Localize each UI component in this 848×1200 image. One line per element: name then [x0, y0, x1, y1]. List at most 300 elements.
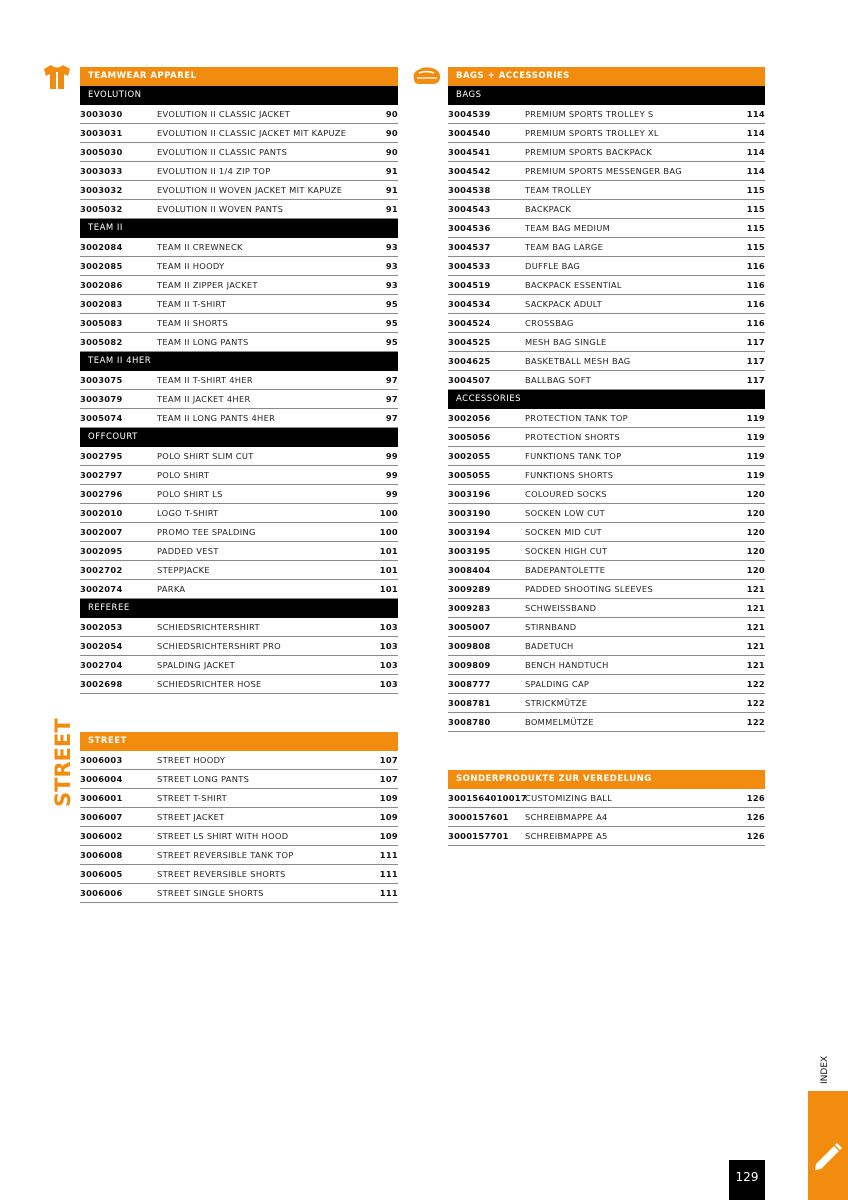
- item-page: 91: [385, 166, 398, 176]
- item-name: STREET HOODY: [157, 755, 226, 765]
- item-code: 3004542: [448, 166, 491, 176]
- item-page: 100: [379, 527, 398, 537]
- table-row: [80, 181, 398, 200]
- index-label: INDEX: [820, 1055, 830, 1084]
- table-row: [80, 200, 398, 219]
- item-name: TEAM II LONG PANTS: [157, 337, 249, 347]
- item-name: STIRNBAND: [525, 622, 577, 632]
- bags-column: [448, 67, 765, 732]
- table-row: [80, 162, 398, 181]
- table-row: [80, 637, 398, 656]
- item-name: TEAM BAG MEDIUM: [525, 223, 611, 233]
- item-page: 91: [385, 204, 398, 214]
- item-name: SPALDING JACKET: [157, 660, 236, 670]
- item-code: 3002084: [80, 242, 123, 252]
- table-row: [80, 504, 398, 523]
- item-name: TEAM II LONG PANTS 4HER: [157, 413, 276, 423]
- item-name: BOMMELMÜTZE: [525, 717, 594, 727]
- item-page: 95: [385, 318, 398, 328]
- item-page: 122: [746, 698, 765, 708]
- item-name: SCHIEDSRICHTERSHIRT PRO: [157, 641, 281, 651]
- item-page: 111: [379, 869, 398, 879]
- page-number: 129: [729, 1160, 765, 1200]
- table-row: [80, 333, 398, 352]
- item-page: 93: [385, 280, 398, 290]
- item-name: SPALDING CAP: [525, 679, 590, 689]
- item-code: 3005032: [80, 204, 123, 214]
- item-code: 3004540: [448, 128, 491, 138]
- table-row: [448, 789, 765, 808]
- table-row: [448, 162, 765, 181]
- table-row: [80, 257, 398, 276]
- item-page: 120: [746, 489, 765, 499]
- item-code: 3005083: [80, 318, 123, 328]
- item-name: PROTECTION SHORTS: [525, 432, 620, 442]
- item-name: POLO SHIRT LS: [157, 489, 223, 499]
- item-name: SOCKEN HIGH CUT: [525, 546, 608, 556]
- item-page: 97: [385, 413, 398, 423]
- item-page: 115: [746, 204, 765, 214]
- item-page: 122: [746, 717, 765, 727]
- item-name: SCHREIBMAPPE A5: [525, 831, 608, 841]
- item-code: 3000157701: [448, 831, 509, 841]
- item-name: PARKA: [157, 584, 186, 594]
- table-row: [80, 561, 398, 580]
- item-code: 3008781: [448, 698, 491, 708]
- item-page: 126: [746, 831, 765, 841]
- item-name: TEAM II JACKET 4HER: [157, 394, 251, 404]
- item-code: 3005055: [448, 470, 491, 480]
- item-code: 3003194: [448, 527, 491, 537]
- section-header-street: STREET: [80, 732, 398, 751]
- group-header: BAGS: [448, 86, 765, 105]
- item-name: EVOLUTION II 1/4 ZIP TOP: [157, 166, 271, 176]
- item-code: 3003031: [80, 128, 123, 138]
- table-row: [80, 580, 398, 599]
- item-page: 117: [746, 375, 765, 385]
- item-name: COLOURED SOCKS: [525, 489, 607, 499]
- item-code: 3002074: [80, 584, 123, 594]
- item-page: 97: [385, 394, 398, 404]
- item-code: 3002085: [80, 261, 123, 271]
- item-page: 95: [385, 299, 398, 309]
- table-row: [448, 808, 765, 827]
- item-page: 121: [746, 641, 765, 651]
- item-code: 3009289: [448, 584, 491, 594]
- item-code: 3006004: [80, 774, 123, 784]
- item-name: STREET REVERSIBLE SHORTS: [157, 869, 286, 879]
- table-row: [80, 827, 398, 846]
- item-code: 3006002: [80, 831, 123, 841]
- item-page: 116: [746, 261, 765, 271]
- item-name: BADEPANTOLETTE: [525, 565, 606, 575]
- table-row: [80, 124, 398, 143]
- item-name: PREMIUM SPORTS TROLLEY XL: [525, 128, 659, 138]
- item-code: 3005030: [80, 147, 123, 157]
- item-code: 3002055: [448, 451, 491, 461]
- table-row: [448, 827, 765, 846]
- table-row: [448, 371, 765, 390]
- table-row: [448, 200, 765, 219]
- item-code: 3006006: [80, 888, 123, 898]
- table-row: [80, 865, 398, 884]
- table-row: [80, 884, 398, 903]
- table-row: [80, 238, 398, 257]
- table-row: [80, 808, 398, 827]
- item-code: 3002053: [80, 622, 123, 632]
- item-name: MESH BAG SINGLE: [525, 337, 607, 347]
- item-page: 109: [379, 793, 398, 803]
- table-row: [80, 447, 398, 466]
- table-row: [80, 789, 398, 808]
- item-code: 3003195: [448, 546, 491, 556]
- item-page: 126: [746, 812, 765, 822]
- item-name: PREMIUM SPORTS TROLLEY S: [525, 109, 654, 119]
- item-name: PROTECTION TANK TOP: [525, 413, 628, 423]
- table-row: [448, 105, 765, 124]
- item-name: PROMO TEE SPALDING: [157, 527, 256, 537]
- table-row: [448, 333, 765, 352]
- item-page: 115: [746, 223, 765, 233]
- item-name: EVOLUTION II CLASSIC PANTS: [157, 147, 288, 157]
- table-row: [80, 466, 398, 485]
- item-page: 100: [379, 508, 398, 518]
- group-header: REFEREE: [80, 599, 398, 618]
- table-row: [80, 314, 398, 333]
- item-name: POLO SHIRT: [157, 470, 210, 480]
- item-page: 91: [385, 185, 398, 195]
- item-page: 121: [746, 622, 765, 632]
- item-page: 93: [385, 242, 398, 252]
- item-code: 3005007: [448, 622, 491, 632]
- item-page: 90: [385, 109, 398, 119]
- item-name: FUNKTIONS TANK TOP: [525, 451, 622, 461]
- item-page: 115: [746, 185, 765, 195]
- item-code: 3004543: [448, 204, 491, 214]
- item-code: 3004524: [448, 318, 491, 328]
- item-name: SOCKEN LOW CUT: [525, 508, 605, 518]
- table-row: [448, 466, 765, 485]
- section-header-bags: BAGS + ACCESSORIES: [448, 67, 765, 86]
- item-code: 3004541: [448, 147, 491, 157]
- item-page: 103: [379, 660, 398, 670]
- item-page: 114: [746, 147, 765, 157]
- item-page: 121: [746, 660, 765, 670]
- item-code: 3008780: [448, 717, 491, 727]
- group-header: ACCESSORIES: [448, 390, 765, 409]
- item-code: 3004507: [448, 375, 491, 385]
- item-page: 97: [385, 375, 398, 385]
- item-code: 3004519: [448, 280, 491, 290]
- item-code: 3004537: [448, 242, 491, 252]
- item-name: BALLBAG SOFT: [525, 375, 591, 385]
- table-row: [448, 238, 765, 257]
- item-page: 116: [746, 299, 765, 309]
- item-name: TEAM BAG LARGE: [525, 242, 604, 252]
- table-row: [448, 580, 765, 599]
- item-code: 3009809: [448, 660, 491, 670]
- table-row: [448, 694, 765, 713]
- table-row: [448, 143, 765, 162]
- table-row: [448, 599, 765, 618]
- table-row: [448, 257, 765, 276]
- item-name: EVOLUTION II WOVEN JACKET MIT KAPUZE: [157, 185, 343, 195]
- item-page: 121: [746, 603, 765, 613]
- item-name: DUFFLE BAG: [525, 261, 581, 271]
- svg-text:STREET: STREET: [51, 718, 75, 807]
- table-row: [448, 428, 765, 447]
- item-page: 111: [379, 850, 398, 860]
- item-page: 117: [746, 356, 765, 366]
- item-page: 99: [385, 489, 398, 499]
- item-code: 3002797: [80, 470, 123, 480]
- group-header: TEAM II: [80, 219, 398, 238]
- table-row: [448, 295, 765, 314]
- table-row: [448, 352, 765, 371]
- item-name: STEPPJACKE: [157, 565, 210, 575]
- table-row: [448, 523, 765, 542]
- table-row: [448, 542, 765, 561]
- item-code: 3003075: [80, 375, 123, 385]
- item-name: PADDED VEST: [157, 546, 219, 556]
- item-page: 116: [746, 318, 765, 328]
- item-page: 107: [379, 774, 398, 784]
- table-row: [80, 846, 398, 865]
- item-code: 3002007: [80, 527, 123, 537]
- table-row: [80, 751, 398, 770]
- item-name: TEAM II ZIPPER JACKET: [157, 280, 258, 290]
- item-code: 3008404: [448, 565, 491, 575]
- item-code: 3002795: [80, 451, 123, 461]
- table-row: [80, 295, 398, 314]
- item-code: 3004525: [448, 337, 491, 347]
- item-name: EVOLUTION II WOVEN PANTS: [157, 204, 284, 214]
- item-name: BACKPACK ESSENTIAL: [525, 280, 622, 290]
- item-code: 3003030: [80, 109, 123, 119]
- item-page: 103: [379, 679, 398, 689]
- table-row: [80, 371, 398, 390]
- group-header: OFFCOURT: [80, 428, 398, 447]
- item-page: 90: [385, 128, 398, 138]
- item-code: 3004536: [448, 223, 491, 233]
- item-name: BASKETBALL MESH BAG: [525, 356, 631, 366]
- section-header-teamwear: TEAMWEAR APPAREL: [80, 67, 398, 86]
- shirt-icon: [42, 64, 72, 94]
- table-row: [448, 656, 765, 675]
- item-page: 122: [746, 679, 765, 689]
- item-page: 120: [746, 565, 765, 575]
- item-page: 120: [746, 508, 765, 518]
- item-name: BENCH HANDTUCH: [525, 660, 609, 670]
- item-name: TEAM II CREWNECK: [157, 242, 243, 252]
- table-row: [448, 637, 765, 656]
- item-name: PREMIUM SPORTS MESSENGER BAG: [525, 166, 682, 176]
- item-page: 120: [746, 546, 765, 556]
- table-row: [80, 390, 398, 409]
- table-row: [80, 523, 398, 542]
- item-page: 115: [746, 242, 765, 252]
- index-tab[interactable]: [808, 1091, 848, 1200]
- item-code: 3006005: [80, 869, 123, 879]
- table-row: [80, 105, 398, 124]
- item-code: 3002083: [80, 299, 123, 309]
- item-page: 119: [746, 470, 765, 480]
- table-row: [448, 447, 765, 466]
- street-column: [80, 732, 398, 903]
- item-page: 90: [385, 147, 398, 157]
- table-row: [448, 409, 765, 428]
- item-page: 103: [379, 622, 398, 632]
- item-name: CROSSBAG: [525, 318, 574, 328]
- item-code: 3003190: [448, 508, 491, 518]
- item-code: 3005074: [80, 413, 123, 423]
- item-page: 119: [746, 413, 765, 423]
- item-name: SCHREIBMAPPE A4: [525, 812, 608, 822]
- item-name: BADETUCH: [525, 641, 574, 651]
- item-page: 116: [746, 280, 765, 290]
- item-name: STREET LS SHIRT WITH HOOD: [157, 831, 289, 841]
- item-code: 3008777: [448, 679, 491, 689]
- table-row: [448, 504, 765, 523]
- item-code: 3003196: [448, 489, 491, 499]
- item-page: 99: [385, 470, 398, 480]
- table-row: [80, 618, 398, 637]
- item-code: 3004533: [448, 261, 491, 271]
- item-code: 3003032: [80, 185, 123, 195]
- group-header: EVOLUTION: [80, 86, 398, 105]
- item-name: BACKPACK: [525, 204, 572, 214]
- item-page: 95: [385, 337, 398, 347]
- table-row: [80, 143, 398, 162]
- table-row: [448, 561, 765, 580]
- item-page: 119: [746, 432, 765, 442]
- item-code: 3004538: [448, 185, 491, 195]
- item-code: 3009808: [448, 641, 491, 651]
- item-name: LOGO T-SHIRT: [157, 508, 219, 518]
- item-code: 3000157601: [448, 812, 509, 822]
- item-name: TEAM TROLLEY: [525, 185, 592, 195]
- item-code: 3006003: [80, 755, 123, 765]
- item-code: 3002010: [80, 508, 123, 518]
- item-page: 93: [385, 261, 398, 271]
- item-code: 3002796: [80, 489, 123, 499]
- item-name: SCHIEDSRICHTERSHIRT: [157, 622, 260, 632]
- item-page: 114: [746, 166, 765, 176]
- item-name: TEAM II T-SHIRT: [157, 299, 227, 309]
- item-name: SACKPACK ADULT: [525, 299, 602, 309]
- item-code: 3002095: [80, 546, 123, 556]
- table-row: [80, 675, 398, 694]
- table-row: [448, 181, 765, 200]
- item-code: 3002702: [80, 565, 123, 575]
- item-name: STREET JACKET: [157, 812, 225, 822]
- table-row: [448, 314, 765, 333]
- table-row: [80, 409, 398, 428]
- item-page: 109: [379, 812, 398, 822]
- table-row: [80, 276, 398, 295]
- item-code: 3002056: [448, 413, 491, 423]
- item-name: TEAM II SHORTS: [157, 318, 229, 328]
- item-name: PREMIUM SPORTS BACKPACK: [525, 147, 653, 157]
- item-code: 3006001: [80, 793, 123, 803]
- item-code: 3004539: [448, 109, 491, 119]
- item-page: 101: [379, 584, 398, 594]
- group-header: TEAM II 4HER: [80, 352, 398, 371]
- item-page: 101: [379, 565, 398, 575]
- item-code: 3002054: [80, 641, 123, 651]
- item-name: STREET REVERSIBLE TANK TOP: [157, 850, 294, 860]
- item-name: EVOLUTION II CLASSIC JACKET MIT KAPUZE: [157, 128, 347, 138]
- item-name: PADDED SHOOTING SLEEVES: [525, 584, 654, 594]
- item-code: 3005082: [80, 337, 123, 347]
- item-code: 3002086: [80, 280, 123, 290]
- item-code: 3005056: [448, 432, 491, 442]
- item-name: SCHIEDSRICHTER HOSE: [157, 679, 262, 689]
- item-code: 3006007: [80, 812, 123, 822]
- item-page: 107: [379, 755, 398, 765]
- item-code: 3002698: [80, 679, 123, 689]
- item-code: 3002704: [80, 660, 123, 670]
- table-row: [80, 542, 398, 561]
- table-row: [448, 219, 765, 238]
- item-code: 3003033: [80, 166, 123, 176]
- item-page: 103: [379, 641, 398, 651]
- table-row: [448, 675, 765, 694]
- table-row: [80, 485, 398, 504]
- item-code: 3004534: [448, 299, 491, 309]
- item-name: SOCKEN MID CUT: [525, 527, 602, 537]
- item-code: 3003079: [80, 394, 123, 404]
- item-code: 3004625: [448, 356, 491, 366]
- table-row: [448, 713, 765, 732]
- item-page: 117: [746, 337, 765, 347]
- item-page: 109: [379, 831, 398, 841]
- item-name: TEAM II HOODY: [157, 261, 225, 271]
- item-name: CUSTOMIZING BALL: [525, 793, 613, 803]
- item-page: 120: [746, 527, 765, 537]
- sonder-column: [448, 770, 765, 846]
- item-code: 3006008: [80, 850, 123, 860]
- item-page: 126: [746, 793, 765, 803]
- street-logo: [50, 718, 75, 807]
- table-row: [448, 276, 765, 295]
- item-page: 114: [746, 109, 765, 119]
- table-row: [80, 770, 398, 789]
- bag-icon: [410, 65, 442, 91]
- item-name: EVOLUTION II CLASSIC JACKET: [157, 109, 291, 119]
- item-code: 3001564010017: [448, 793, 527, 803]
- table-row: [448, 485, 765, 504]
- item-page: 119: [746, 451, 765, 461]
- item-page: 101: [379, 546, 398, 556]
- item-page: 111: [379, 888, 398, 898]
- item-page: 99: [385, 451, 398, 461]
- section-header-sonder: SONDERPRODUKTE ZUR VEREDELUNG: [448, 770, 765, 789]
- item-name: STREET LONG PANTS: [157, 774, 250, 784]
- teamwear-column: [80, 67, 398, 694]
- item-page: 121: [746, 584, 765, 594]
- item-name: STREET SINGLE SHORTS: [157, 888, 264, 898]
- item-code: 3009283: [448, 603, 491, 613]
- table-row: [448, 618, 765, 637]
- item-name: STRICKMÜTZE: [525, 698, 588, 708]
- item-page: 114: [746, 128, 765, 138]
- item-name: TEAM II T-SHIRT 4HER: [157, 375, 253, 385]
- item-name: SCHWEISSBAND: [525, 603, 597, 613]
- table-row: [80, 656, 398, 675]
- item-name: FUNKTIONS SHORTS: [525, 470, 614, 480]
- item-name: POLO SHIRT SLIM CUT: [157, 451, 254, 461]
